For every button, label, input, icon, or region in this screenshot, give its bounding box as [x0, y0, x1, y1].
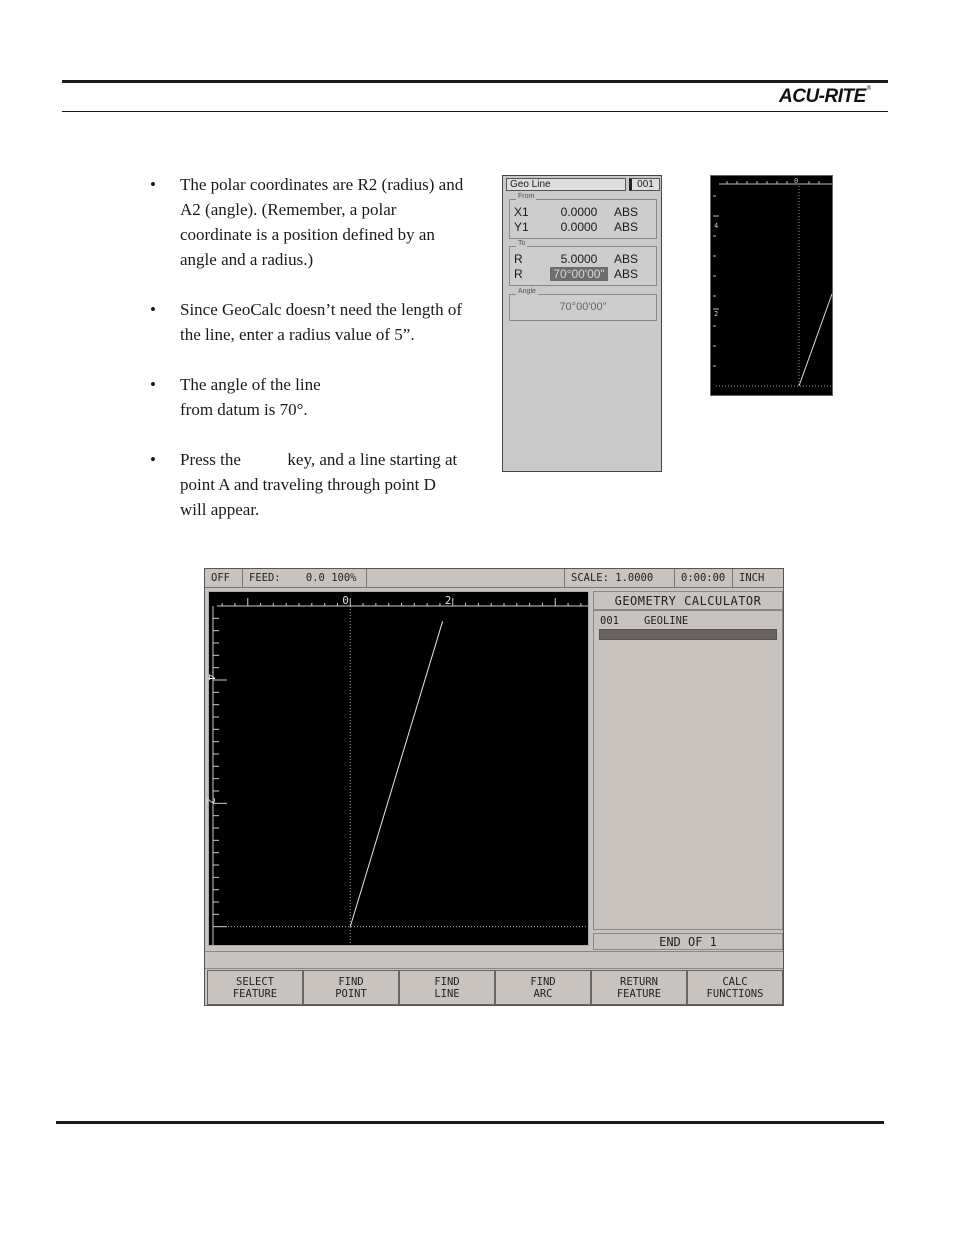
feature-selection-bar[interactable] — [599, 629, 777, 640]
x-axis-label-2: 2 — [444, 594, 452, 607]
bottom-rule — [56, 1121, 884, 1124]
geometry-plot — [204, 592, 588, 945]
from-group: From X1 0.0000 ABS Y1 0.0000 ABS — [509, 199, 657, 239]
find-line-softkey[interactable]: FIND LINE — [399, 970, 495, 1005]
preview-geo-line — [799, 294, 832, 386]
feature-list — [593, 610, 783, 930]
svg-text:4: 4 — [714, 222, 719, 230]
find-arc-softkey[interactable]: FIND ARC — [495, 970, 591, 1005]
y-axis-label-4: 4 — [204, 674, 217, 681]
status-scale: SCALE: 1.0000 — [565, 569, 675, 588]
from-x-row[interactable]: X1 0.0000 ABS — [514, 205, 639, 219]
select-feature-softkey[interactable]: SELECT FEATURE — [207, 970, 303, 1005]
preview-graphic — [710, 175, 833, 396]
instruction-list — [150, 172, 470, 547]
status-spacer — [367, 569, 565, 588]
bullet-item: • The polar coordinates are R2 (radius) and A2 (angle). (Remember, a polar coordinate is a position defined by an angle and a radius.) — [150, 172, 470, 272]
to-radius-row[interactable]: R 5.0000 ABS — [514, 252, 639, 266]
to-group: To R 5.0000 ABS R 70°00'00" ABS — [509, 246, 657, 286]
angle-readout: 70°00'00" — [559, 301, 607, 313]
y-axis-label-2: 2 — [204, 797, 217, 804]
status-units: INCH — [739, 572, 765, 584]
x1-value: 0.0000 — [560, 205, 598, 219]
angle-field-selected: 70°00'00" — [550, 267, 608, 281]
dialog-number: 001 — [629, 178, 660, 191]
svg-text:0: 0 — [794, 177, 799, 185]
y1-value: 0.0000 — [560, 220, 598, 234]
bullet-text: Press the key, and a line starting at point A and traveling through point D will appear. — [180, 450, 458, 519]
calc-functions-softkey[interactable]: CALC FUNCTIONS — [687, 970, 783, 1005]
radius-value: 5.0000 — [560, 252, 598, 266]
status-bar — [205, 569, 783, 588]
angle-group: Angle 70°00'00" — [509, 294, 657, 321]
header-underline — [62, 111, 888, 112]
geo-line-dialog — [502, 175, 662, 472]
bullet-item: • Press the key, and a line starting at point A and traveling through point D will appear. — [150, 447, 470, 522]
bullet-text: The polar coordinates are R2 (radius) and A2 (angle). (Remember, a polar coordinate is a position defined by an angle and a radius.) — [180, 175, 464, 269]
svg-text:2: 2 — [714, 310, 719, 318]
return-feature-softkey[interactable]: RETURN FEATURE — [591, 970, 687, 1005]
feature-list-item[interactable]: 001 GEOLINE — [600, 615, 689, 627]
dro-screen — [204, 568, 784, 1006]
status-time: 0:00:00 — [675, 569, 733, 588]
bullet-item: • Since GeoCalc doesn’t need the length of the line, enter a radius value of 5”. — [150, 297, 470, 347]
graphic-canvas[interactable] — [204, 591, 589, 946]
from-y-row[interactable]: Y1 0.0000 ABS — [514, 220, 639, 234]
bullet-text: Since GeoCalc doesn’t need the length of the line, enter a radius value of 5”. — [180, 300, 462, 344]
message-bar — [205, 951, 783, 969]
bullet-item: • The angle of the line from datum is 70°. — [150, 372, 470, 422]
geo-line — [350, 621, 442, 926]
bullet-text: The angle of the line from datum is 70°. — [180, 375, 321, 419]
side-panel-title: GEOMETRY CALCULATOR — [593, 591, 783, 610]
x-axis-label-0: 0 — [342, 594, 349, 607]
acu-rite-logo: ACU-RITE® — [779, 86, 871, 107]
find-point-softkey[interactable]: FIND POINT — [303, 970, 399, 1005]
status-off: OFF — [205, 569, 243, 588]
dialog-title: Geo Line — [506, 178, 626, 191]
side-panel — [593, 591, 783, 951]
preview-plot — [711, 176, 832, 395]
top-rule — [62, 80, 888, 83]
list-footer: END OF 1 — [593, 933, 783, 950]
to-angle-row[interactable]: R 70°00'00" ABS — [514, 267, 639, 281]
status-feed: FEED: 0.0 100% — [243, 569, 367, 588]
